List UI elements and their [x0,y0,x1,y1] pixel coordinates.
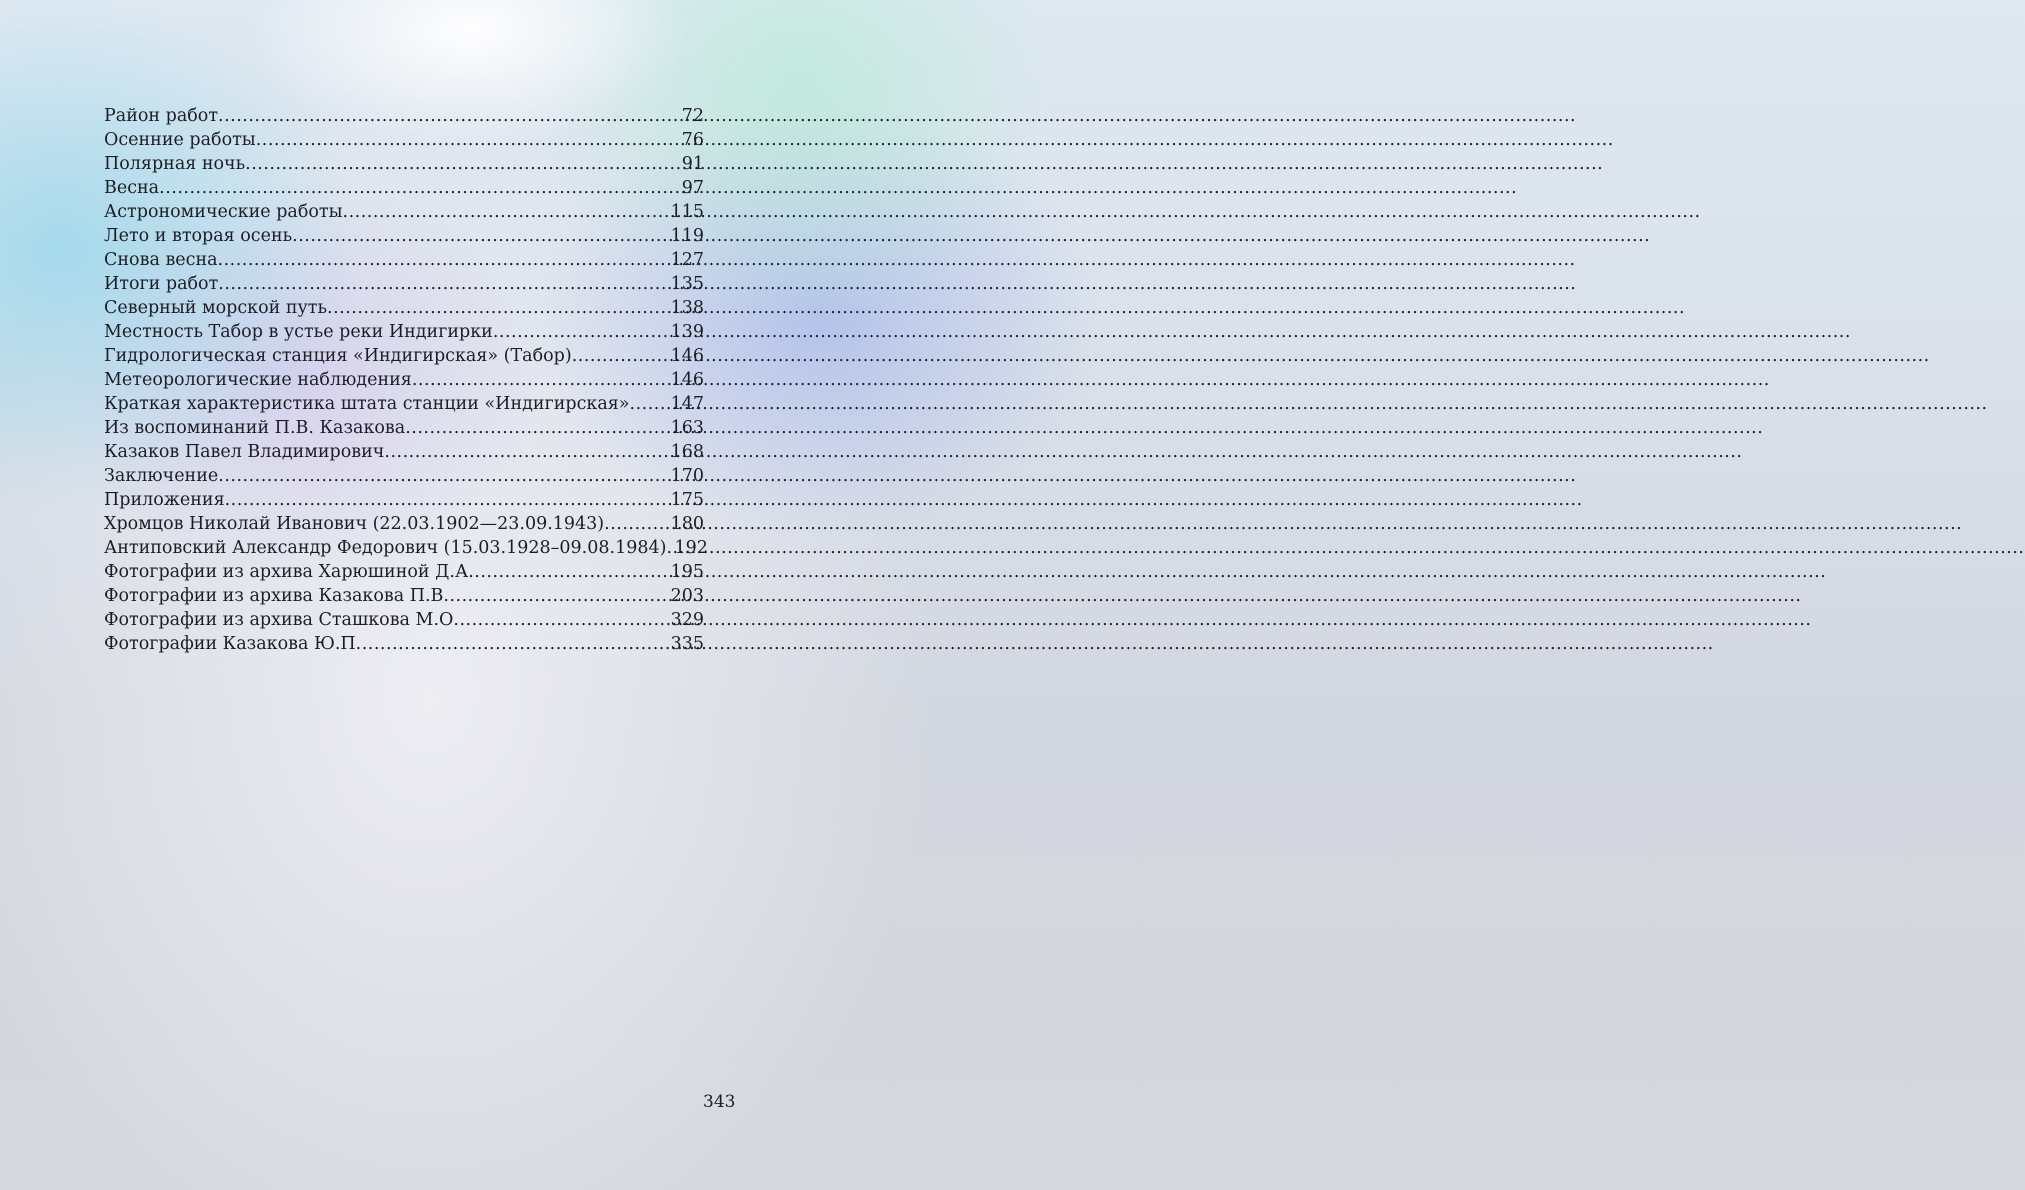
toc-entry-title: Хромцов Николай Иванович (22.03.1902—23.09.1943) [104,514,605,534]
toc-entry[interactable] [104,488,704,512]
toc-entry-page: 168 [670,442,704,462]
toc-entry-page: 146 [670,370,704,390]
toc-entry-page: 180 [670,514,704,534]
toc-entry-page: 91 [681,154,704,174]
toc-entry-title: Приложения [104,490,225,510]
dot-leader [356,632,671,656]
toc-entry[interactable] [104,104,704,128]
dot-leader [405,416,670,440]
toc-entry[interactable] [104,200,704,224]
toc-entry-title: Осенние работы [104,130,256,150]
toc-entry[interactable] [104,416,704,440]
toc-entry-page: 76 [681,130,704,150]
toc-entry-title: Снова весна [104,250,218,270]
toc-entry-title: Казаков Павел Владимирович [104,442,385,462]
toc-entry-title: Фотографии из архива Харюшиной Д.А [104,562,469,582]
toc-entry-page: 195 [670,562,704,582]
dot-leader [572,344,671,368]
toc-entry[interactable] [104,536,708,560]
dot-leader [412,368,671,392]
toc-entry-page: 119 [670,226,704,246]
toc-entry-title: Местность Табор в устье реки Индигирки [104,322,493,342]
toc-entry[interactable] [104,632,704,656]
toc-entry[interactable] [104,272,704,296]
dot-leader [327,296,671,320]
dot-leader [630,392,671,416]
toc-entry-page: 138 [670,298,704,318]
toc-entry-page: 335 [670,634,704,654]
toc-entry[interactable] [104,344,704,368]
toc-entry[interactable] [104,152,704,176]
toc-entry-title: Заключение [104,466,219,486]
toc-entry-page: 115 [670,202,704,222]
toc-entry-page: 72 [681,106,704,126]
toc-entry-page: 139 [670,322,704,342]
toc-entry[interactable] [104,296,704,320]
dot-leader [666,536,674,560]
dot-leader [384,440,670,464]
toc-entry-title: Весна [104,178,160,198]
toc-entry-title: Метеорологические наблюдения [104,370,412,390]
toc-entry[interactable] [104,560,704,584]
table-of-contents [104,104,708,656]
dot-leader [159,176,682,200]
toc-entry[interactable] [104,608,704,632]
dot-leader [245,152,682,176]
toc-entry[interactable] [104,320,704,344]
toc-entry[interactable] [104,512,704,536]
toc-entry-title: Район работ [104,106,219,126]
dot-leader [443,584,670,608]
toc-entry-page: 147 [670,394,704,414]
page-number: 343 [703,1092,736,1112]
toc-entry-title: Краткая характеристика штата станции «Индигирская» [104,394,630,414]
toc-entry-title: Антиповский Александр Федорович (15.03.1928–09.08.1984) [104,538,667,558]
toc-entry[interactable] [104,368,704,392]
dot-leader [225,488,671,512]
toc-entry-page: 135 [670,274,704,294]
toc-entry-page: 127 [670,250,704,270]
toc-entry-title: Северный морской путь [104,298,327,318]
toc-entry-title: Астрономические работы [104,202,343,222]
toc-entry-title: Фотографии из архива Сташкова М.О [104,610,454,630]
toc-entry-title: Фотографии из архива Казакова П.В [104,586,444,606]
toc-entry-title: Полярная ночь [104,154,246,174]
dot-leader [493,320,671,344]
toc-entry-title: Лето и вторая осень [104,226,293,246]
toc-entry-page: 175 [670,490,704,510]
dot-leader [468,560,670,584]
dot-leader [218,104,682,128]
toc-entry-title: Фотографии Казакова Ю.П [104,634,356,654]
toc-entry-title: Итоги работ [104,274,219,294]
toc-entry-page: 192 [674,538,708,558]
toc-entry[interactable] [104,392,704,416]
toc-entry[interactable] [104,128,704,152]
toc-entry[interactable] [104,584,704,608]
toc-entry[interactable] [104,176,704,200]
dot-leader [218,248,671,272]
toc-entry-page: 203 [670,586,704,606]
toc-entry[interactable] [104,440,704,464]
dot-leader [218,464,670,488]
toc-entry-page: 329 [670,610,704,630]
dot-leader [218,272,670,296]
toc-entry-page: 97 [681,178,704,198]
toc-entry-title: Гидрологическая станция «Индигирская» (Табор) [104,346,572,366]
toc-entry[interactable] [104,464,704,488]
dot-leader [256,128,682,152]
toc-entry[interactable] [104,224,704,248]
dot-leader [453,608,670,632]
dot-leader [292,224,670,248]
toc-entry[interactable] [104,248,704,272]
toc-entry-page: 163 [670,418,704,438]
toc-entry-page: 170 [670,466,704,486]
toc-entry-page: 146 [670,346,704,366]
toc-entry-title: Из воспоминаний П.В. Казакова [104,418,406,438]
dot-leader [604,512,670,536]
dot-leader [343,200,671,224]
